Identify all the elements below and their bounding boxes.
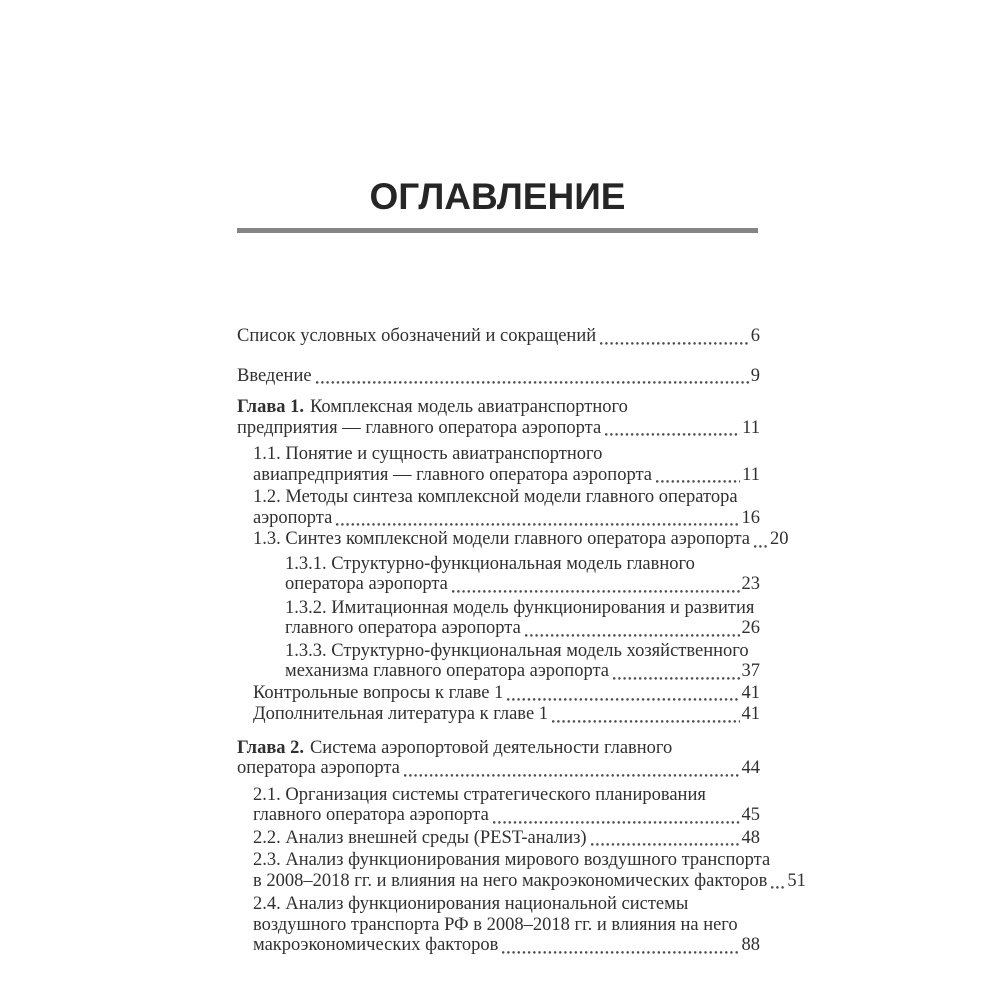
- page-number: 9: [750, 365, 760, 386]
- toc-entry-text: воздушного транспорта РФ в 2008–2018 гг. и влияния на него: [253, 914, 738, 935]
- toc-entry: [237, 850, 806, 891]
- dot-leader: [613, 675, 740, 682]
- toc-entry-text: оператора аэропорта: [285, 574, 448, 594]
- toc-entry-text: 2.4. Анализ функционирования национальной системы: [253, 894, 689, 914]
- toc-entry-text: 2.3. Анализ функционирования мирового воздушного транспорта: [253, 850, 771, 870]
- toc-entry: [237, 683, 760, 704]
- toc-entry: [237, 704, 760, 725]
- toc-line: [253, 894, 760, 915]
- page-number: 6: [750, 326, 760, 346]
- page-number: 44: [741, 758, 760, 778]
- toc-line: [253, 828, 760, 849]
- toc-entry-text: 2.2. Анализ внешней среды (PEST-анализ): [253, 827, 587, 848]
- toc-line: [253, 465, 760, 486]
- toc-entry-text: главного оператора аэропорта: [253, 805, 489, 825]
- toc-entry-text: 1.1. Понятие и сущность авиатранспортного: [253, 444, 603, 464]
- toc-entry-text: оператора аэропорта: [237, 758, 400, 778]
- dot-leader: [493, 819, 740, 826]
- dot-leader: [502, 949, 739, 956]
- toc-entry-text: Система аэропортовой деятельности главного: [309, 737, 673, 758]
- page-number: 41: [741, 682, 760, 703]
- dot-leader: [771, 884, 785, 891]
- toc-line: [253, 508, 760, 529]
- dot-leader: [316, 379, 749, 386]
- toc-entry: [237, 554, 760, 595]
- toc-entry: [237, 366, 760, 387]
- page-title: ОГЛАВЛЕНИЕ: [369, 176, 626, 217]
- toc-entry-text: Комплексная модель авиатранспортного: [309, 397, 628, 417]
- toc-line: [253, 805, 760, 826]
- toc-entry-text: 1.2. Методы синтеза комплексной модели главного оператора: [253, 487, 738, 507]
- toc-entry: [237, 641, 760, 682]
- toc-entry-text: авиапредприятия — главного оператора аэропорта: [253, 464, 652, 485]
- toc-line: [237, 326, 760, 347]
- toc-entry: [237, 738, 760, 779]
- page-number: 88: [741, 935, 760, 955]
- dot-leader: [336, 521, 739, 528]
- toc-line: [253, 704, 760, 725]
- toc-line: [237, 397, 760, 418]
- toc-line: [253, 850, 771, 871]
- toc-entry-text: 2.1. Организация системы стратегического планирования: [253, 784, 706, 805]
- toc-entry: [237, 894, 760, 956]
- toc-line: [285, 554, 760, 575]
- dot-leader: [600, 340, 749, 347]
- toc-entry-text: механизма главного оператора аэропорта: [285, 661, 609, 681]
- toc-line: [237, 418, 760, 439]
- dot-leader: [452, 588, 740, 595]
- toc-entry: [237, 828, 760, 849]
- toc-entry-text: 1.3.2. Имитационная модель функционирования и развития: [285, 597, 755, 618]
- toc-line: [285, 598, 760, 619]
- page-number: 16: [741, 507, 760, 528]
- toc-entry-text: предприятия — главного оператора аэропорта: [237, 417, 602, 438]
- toc-line: [253, 487, 760, 508]
- toc-entry-text: Список условных обозначений и сокращений: [237, 326, 597, 346]
- dot-leader: [404, 772, 740, 779]
- toc-entry-text: макроэкономических факторов: [253, 935, 499, 955]
- dot-leader: [552, 718, 739, 725]
- toc-entry: [237, 397, 760, 438]
- dot-leader: [525, 632, 740, 639]
- dot-leader: [605, 431, 740, 438]
- toc-entry-text: 1.3.1. Структурно-функциональная модель главного: [285, 553, 695, 574]
- page-number: 37: [741, 661, 760, 681]
- page-number: 51: [787, 870, 806, 891]
- toc-line: [253, 785, 760, 806]
- toc-line: [253, 935, 760, 956]
- toc-list: [237, 326, 806, 956]
- toc-entry-text: в 2008–2018 гг. и влияния на него макроэкономических факторов: [253, 870, 768, 891]
- toc-line: [285, 641, 760, 662]
- toc-line: [253, 915, 760, 936]
- toc-entry-text: Контрольные вопросы к главе 1: [253, 682, 504, 703]
- toc-entry-text: Дополнительная литература к главе 1: [253, 704, 549, 724]
- page-number: 41: [741, 704, 760, 724]
- page-number: 45: [741, 805, 760, 825]
- dot-leader: [656, 478, 740, 485]
- dot-leader: [754, 543, 768, 550]
- chapter-label: Глава 1.: [237, 397, 305, 417]
- toc-line: [237, 758, 760, 779]
- toc-entry: [237, 785, 760, 826]
- toc-line: [253, 444, 760, 465]
- toc-entry: [237, 326, 760, 347]
- toc-line: [253, 683, 760, 704]
- toc-line: [253, 529, 789, 550]
- page-number: 26: [741, 618, 760, 638]
- toc-line: [285, 618, 760, 639]
- toc-line: [285, 574, 760, 595]
- toc-line: [237, 738, 760, 759]
- page-number: 11: [742, 417, 760, 438]
- toc-entry-text: аэропорта: [253, 507, 333, 528]
- toc-entry-text: 1.3.3. Структурно-функциональная модель хозяйственного: [285, 640, 749, 661]
- dot-leader: [591, 841, 740, 848]
- toc-entry-text: 1.3. Синтез комплексной модели главного оператора аэропорта: [253, 529, 751, 549]
- page-number: 48: [741, 827, 760, 848]
- toc-entry-text: главного оператора аэропорта: [285, 618, 521, 638]
- toc-entry: [237, 598, 760, 639]
- page-number: 20: [770, 529, 789, 549]
- title-block: [237, 176, 758, 233]
- toc-entry: [237, 529, 789, 550]
- title-rule: [237, 228, 758, 233]
- chapter-label: Глава 2.: [237, 737, 305, 758]
- page-number: 23: [741, 574, 760, 594]
- toc-entry: [237, 444, 760, 485]
- toc-entry-text: Введение: [237, 365, 312, 386]
- page-number: 11: [742, 464, 760, 485]
- toc-line: [285, 661, 760, 682]
- dot-leader: [507, 696, 739, 703]
- toc-line: [237, 366, 760, 387]
- toc-line: [253, 870, 806, 892]
- toc-entry: [237, 487, 760, 528]
